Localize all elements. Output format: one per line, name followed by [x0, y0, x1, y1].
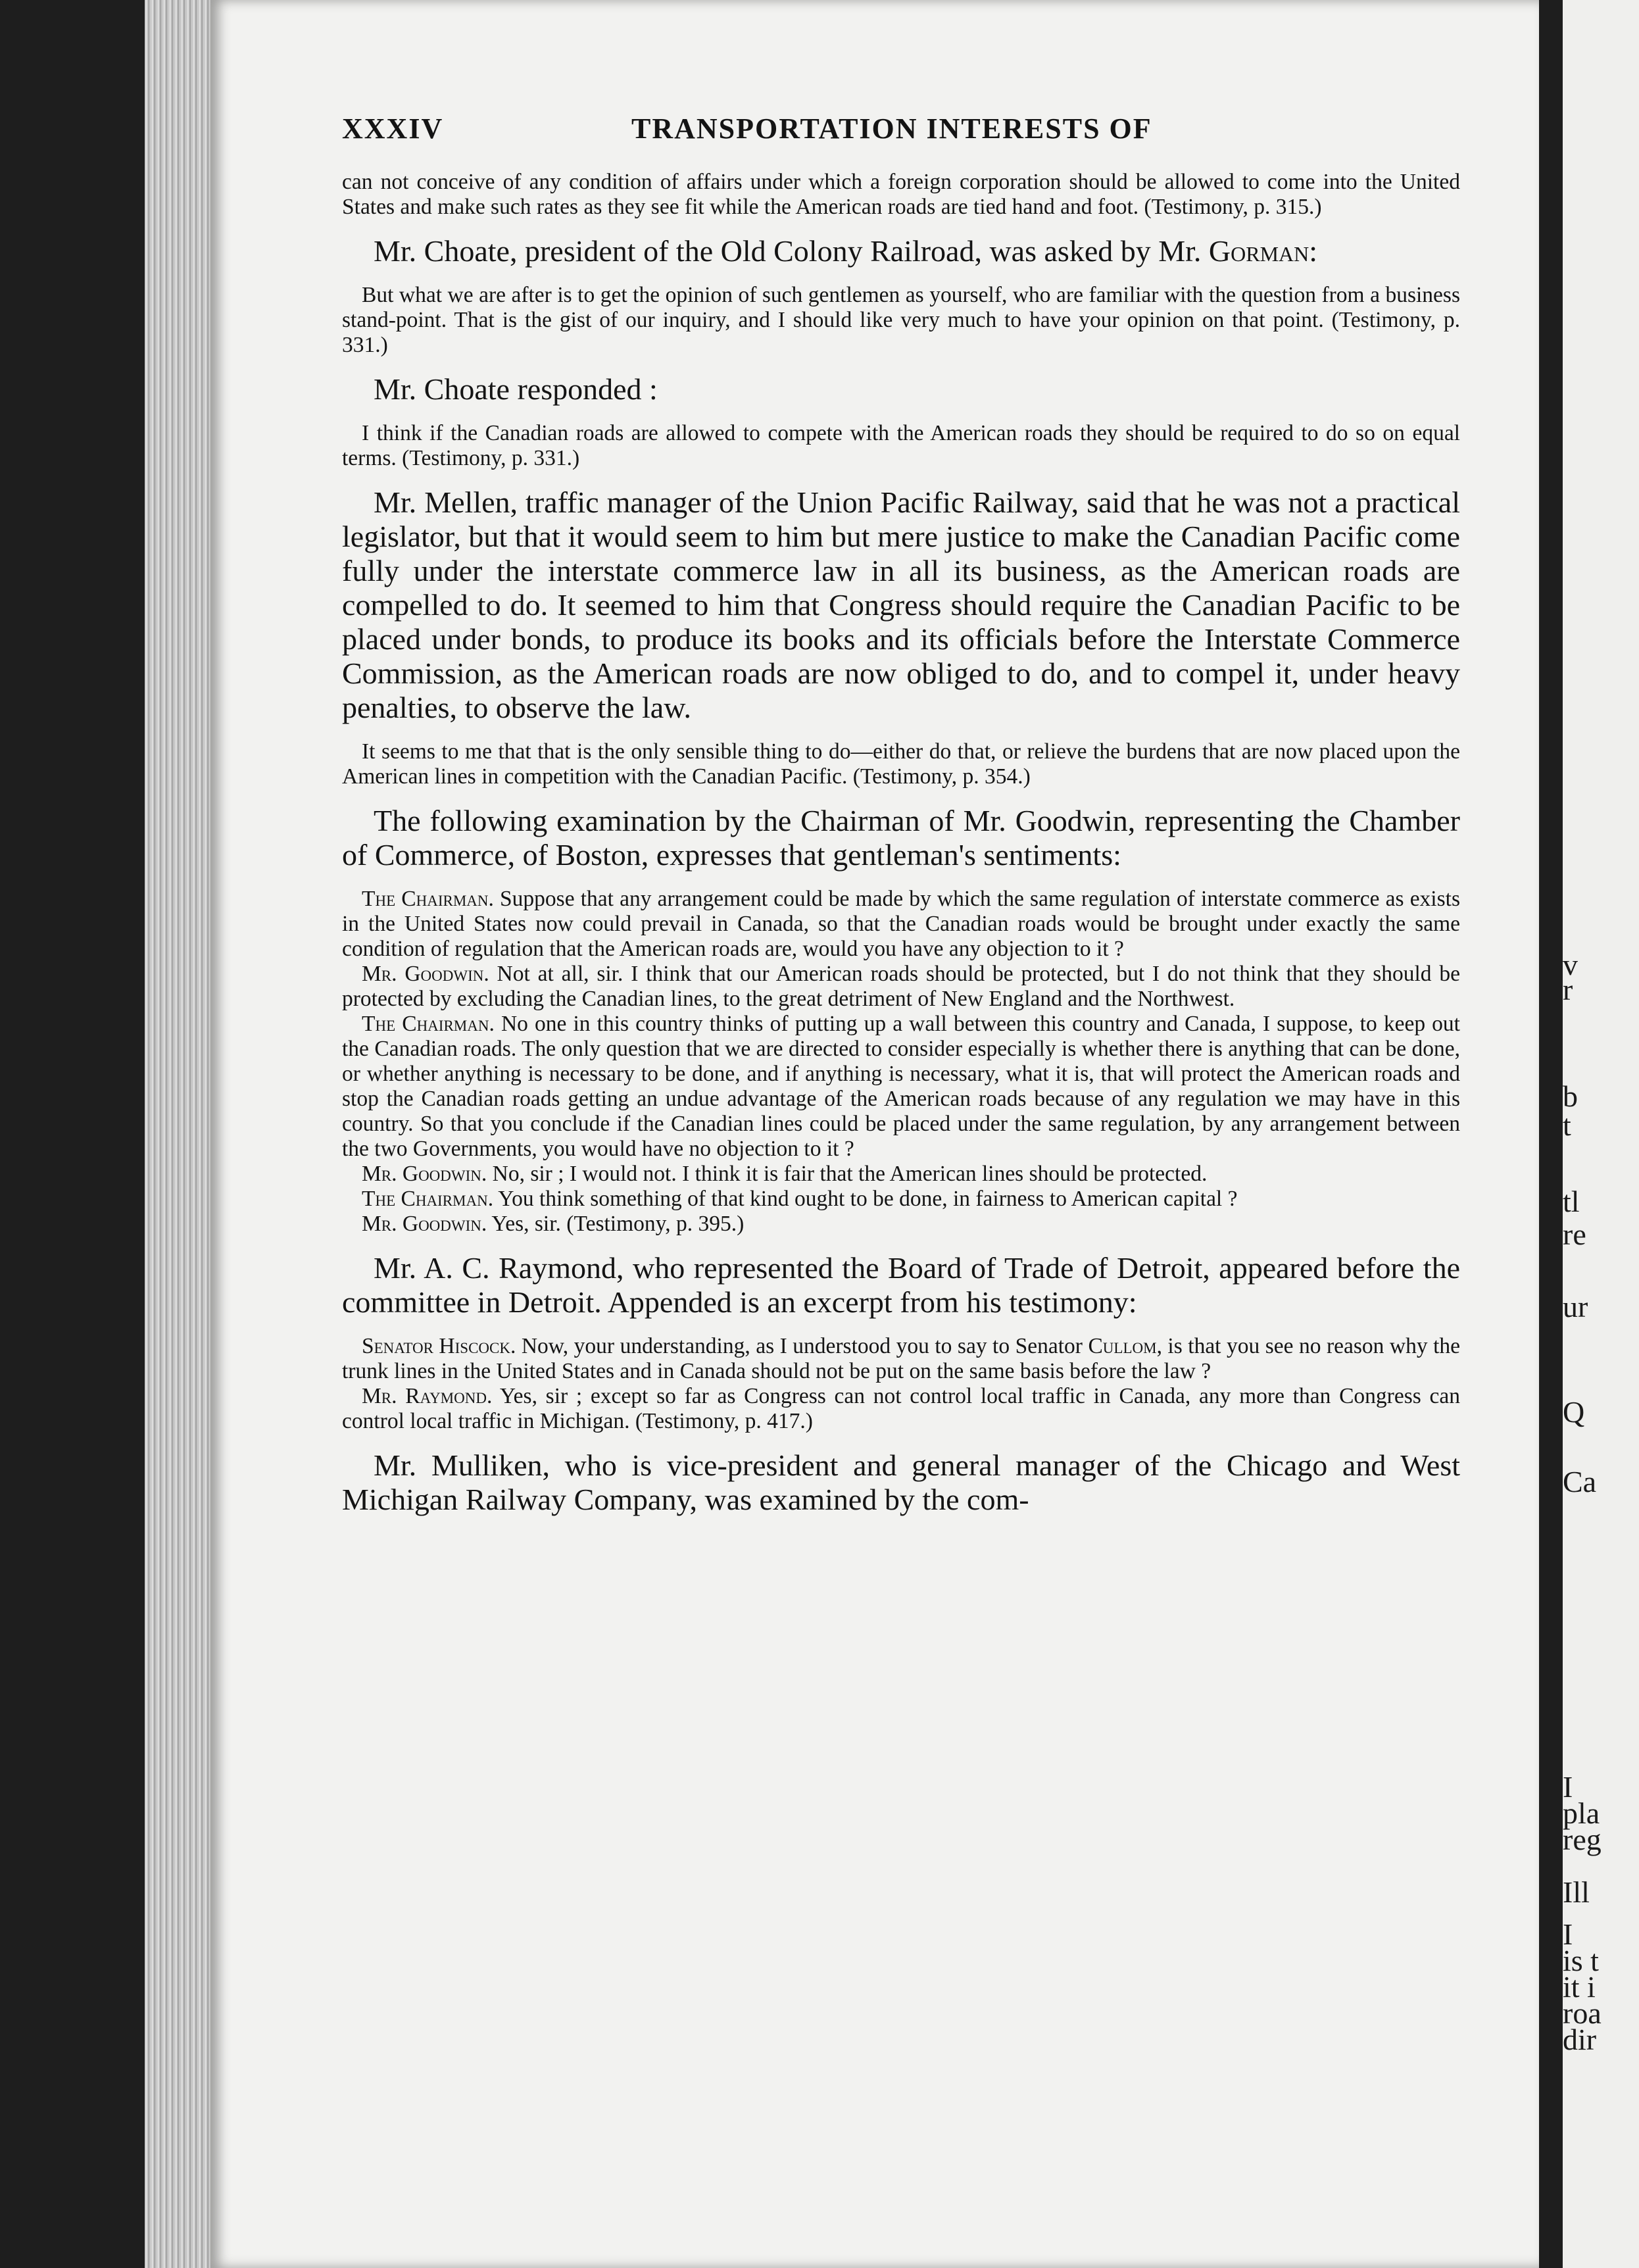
testimony-dialog	[342, 887, 1460, 1237]
fragment-text: tl	[1563, 1185, 1580, 1218]
speaker-name: Mr. Goodwin.	[362, 1212, 487, 1236]
body-paragraph: Mr. A. C. Raymond, who represented the Board of Trade of Detroit, appeared before the committee in Detroit. Appended is an excerpt from his testimony:	[342, 1251, 1460, 1319]
fragment-text: r	[1563, 973, 1573, 1006]
dialog-line	[342, 887, 1460, 962]
name-small-caps: Cullom	[1088, 1334, 1157, 1358]
quote-paragraph: can not conceive of any condition of affairs under which a foreign corporation should be allowed to come into the United States and make such rates as they see fit while the American roads are tied hand and foot. (Testimony, p. 315.)	[342, 170, 1460, 219]
page-content	[342, 112, 1460, 1531]
dialog-text: You think something of that kind ought to be done, in fairness to American capital ?	[493, 1187, 1238, 1211]
body-text: :	[1309, 234, 1318, 268]
fragment-text: b	[1563, 1079, 1578, 1113]
testimony-dialog	[342, 1334, 1460, 1434]
fragment-text: v	[1563, 948, 1578, 981]
dialog-text: Not at all, sir. I think that our American roads should be protected, but I do not think that they should be protected by excluding the Canadian lines, to the great detriment of New England and the Northwest.	[342, 962, 1460, 1011]
body-paragraph: Mr. Mellen, traffic manager of the Union Pacific Railway, said that he was not a practical legislator, but that it would seem to him but mere justice to make the Canadian Pacific come fully under the interstate commerce law in all its business, as the American roads are compelled to do. It seemed to him that Congress should require the Canadian Pacific to be placed under bonds, to produce its books and its officials before the Interstate Commerce Commission, as the American roads are now obliged to do, and to compel it, under heavy penalties, to observe the law.	[342, 485, 1460, 724]
running-head	[342, 112, 1460, 158]
fragment-text: reg	[1563, 1823, 1602, 1856]
fragment-text: ur	[1563, 1290, 1588, 1323]
fragment-text: I	[1563, 1770, 1573, 1804]
dialog-text: Suppose that any arrangement could be made by which the same regulation of interstate commerce as exists in the United States now could prevail in Canada, so that the Canadian roads would be brought under exactly the same condition of regulation that the American roads are, would you have any objection to it ?	[342, 887, 1461, 961]
dialog-text: , is that you see no reason why the trunk lines in the United States and in Canada should not be put on the same basis before the law ?	[342, 1334, 1461, 1383]
fragment-text: t	[1563, 1108, 1571, 1142]
dialog-text: Yes, sir ; except so far as Congress can not control local traffic in Canada, any more than Congress can control local traffic in Michigan. (Testimony, p. 417.)	[342, 1384, 1460, 1433]
body-paragraph: Mr. Mulliken, who is vice-president and general manager of the Chicago and West Michigan Railway Company, was examined by the com-	[342, 1448, 1460, 1516]
dialog-line	[342, 1384, 1460, 1434]
dialog-line	[342, 1162, 1460, 1187]
fragment-text: re	[1563, 1218, 1586, 1251]
speaker-name: Mr. Goodwin.	[362, 962, 489, 986]
speaker-name: The Chairman.	[362, 1012, 495, 1036]
running-title: TRANSPORTATION INTERESTS OF	[631, 112, 1152, 145]
speaker-name: Mr. Raymond.	[362, 1384, 493, 1408]
fragment-text: is t	[1563, 1944, 1599, 1977]
quote-paragraph: But what we are after is to get the opinion of such gentlemen as yourself, who are familiar with the question from a business stand-point. That is the gist of our inquiry, and I should like very much to have your opinion on that point. (Testimony, p. 331.)	[342, 283, 1460, 357]
fragment-text: I	[1563, 1917, 1573, 1951]
fragment-text: Ca	[1563, 1465, 1597, 1498]
fragment-text: it i	[1563, 1970, 1596, 2004]
dialog-text: No, sir ; I would not. I think it is fair that the American lines should be protected.	[487, 1162, 1208, 1186]
adjacent-page-fragment	[1563, 0, 1639, 2268]
fragment-text: pla	[1563, 1796, 1600, 1830]
body-text: Mr. Choate, president of the Old Colony Railroad, was asked by Mr.	[374, 234, 1202, 268]
dialog-text: Now, your understanding, as I understood you to say to Senator	[516, 1334, 1089, 1358]
dialog-line	[342, 1212, 1460, 1237]
quote-paragraph: I think if the Canadian roads are allowed to compete with the American roads they should be required to do so on equal terms. (Testimony, p. 331.)	[342, 421, 1460, 470]
fragment-text: Ill	[1563, 1875, 1590, 1909]
body-paragraph	[342, 234, 1460, 268]
fragment-text: dir	[1563, 2023, 1597, 2056]
speaker-name: Mr. Goodwin.	[362, 1162, 487, 1186]
dialog-text: No one in this country thinks of putting up a wall between this country and Canada, I suppose, to keep out the Canadian roads. The only question that we are directed to consider especially is whether there is anything that can be done, or whether anything is necessary to be done, and if anything is necessary, what it is, that will protect the American roads and stop the Canadian roads getting an undue advantage of the American roads because of any regulation we may have in this country. So that you conclude if the Canadian lines could be placed under the same regulation, by any arrangement between the two Governments, you would have no objection to it ?	[342, 1012, 1460, 1161]
quote-paragraph: It seems to me that that is the only sensible thing to do—either do that, or relieve the burdens that are now placed upon the American lines in competition with the Canadian Pacific. (Testimony, p. 354.)	[342, 739, 1460, 789]
page-number: XXXIV	[342, 112, 444, 145]
speaker-name: Senator Hiscock.	[362, 1334, 516, 1358]
body-paragraph: Mr. Choate responded :	[374, 372, 658, 406]
name-small-caps: Gorman	[1208, 234, 1309, 268]
speaker-name: The Chairman.	[362, 887, 494, 911]
speaker-name: The Chairman.	[362, 1187, 494, 1211]
dialog-line	[342, 1187, 1460, 1212]
dialog-line	[342, 1012, 1460, 1162]
dialog-text: Yes, sir. (Testimony, p. 395.)	[487, 1212, 745, 1236]
dialog-line	[342, 962, 1460, 1012]
fragment-text: roa	[1563, 1996, 1602, 2030]
dialog-line	[342, 1334, 1460, 1384]
fragment-text: Q	[1563, 1395, 1585, 1429]
body-paragraph: The following examination by the Chairman of Mr. Goodwin, representing the Chamber of Commerce, of Boston, expresses that gentleman's sentiments:	[342, 804, 1460, 872]
